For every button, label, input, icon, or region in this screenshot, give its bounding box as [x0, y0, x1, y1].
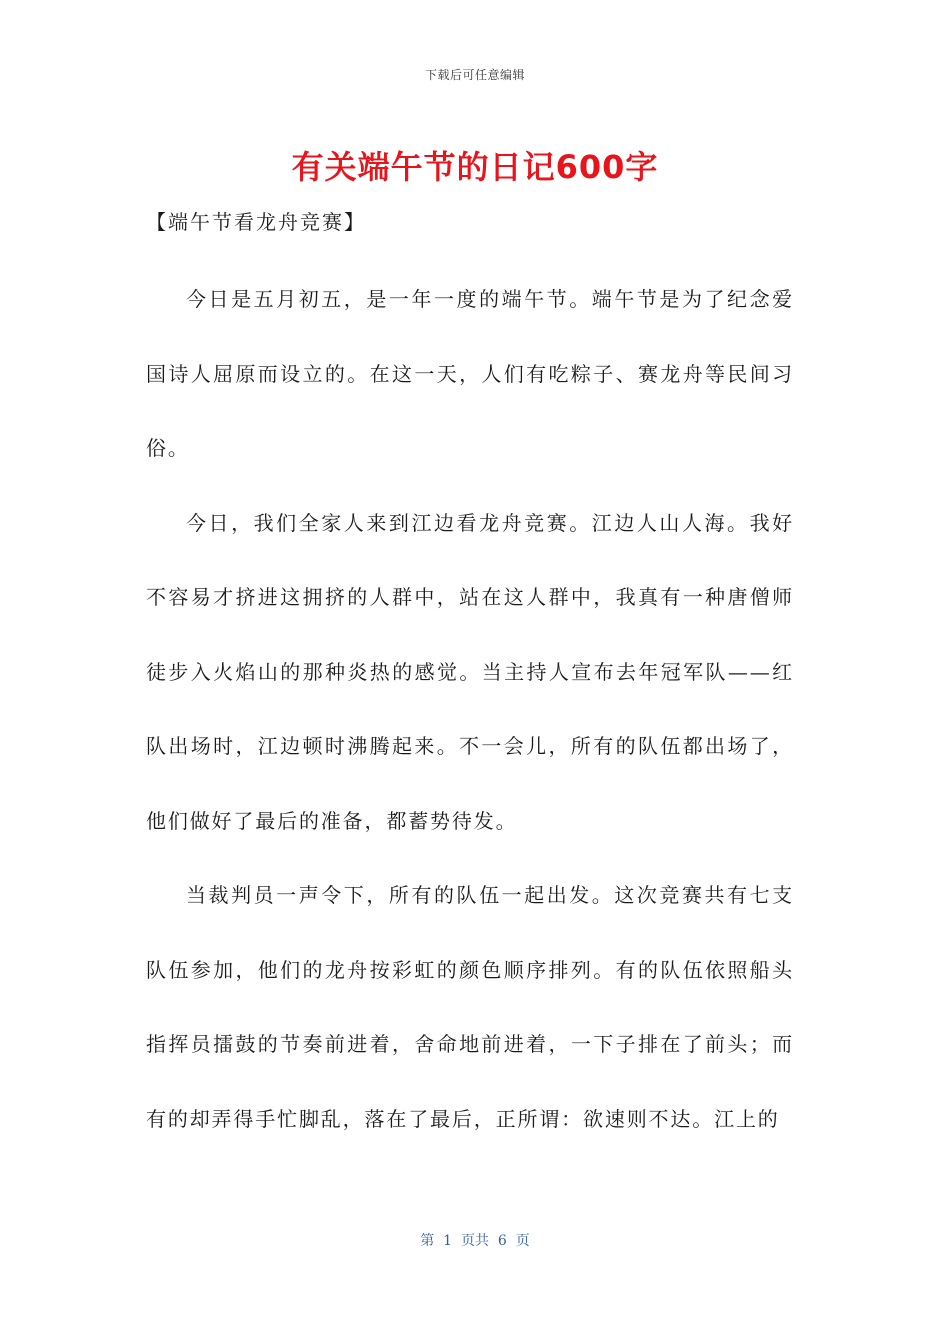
page-footer-pagination: 第 1 页共 6 页: [420, 1233, 530, 1249]
section-heading: 【端午节看龙舟竞赛】: [146, 210, 366, 234]
paragraph-1: 今日是五月初五，是一年一度的端午节。端午节是为了纪念爱国诗人屈原而设立的。在这一天，人们有吃粽子、赛龙舟等民间习俗。: [146, 287, 794, 460]
paragraph-2: 今日，我们全家人来到江边看龙舟竞赛。江边人山人海。我好不容易才挤进这拥挤的人群中，站在这人群中，我真有一种唐僧师徒步入火焰山的那种炎热的感觉。当主持人宣布去年冠军队——红队出场时，江边顿时沸腾起来。不一会儿，所有的队伍都出场了，他们做好了最后的准备，都蓄势待发。: [146, 510, 794, 833]
document-body: [146, 262, 794, 1156]
page-header-note: 下载后可任意编辑: [424, 68, 525, 82]
paragraph-3: 当裁判员一声令下，所有的队伍一起出发。这次竞赛共有七支队伍参加，他们的龙舟按彩虹的颜色顺序排列。有的队伍依照船头指挥员擂鼓的节奏前进着，舍命地前进着，一下子排在了前头；而有的却弄得手忙脚乱，落在了最后，正所谓：欲速则不达。江上的: [146, 883, 794, 1131]
document-title: 有关端午节的日记600字: [291, 148, 659, 186]
